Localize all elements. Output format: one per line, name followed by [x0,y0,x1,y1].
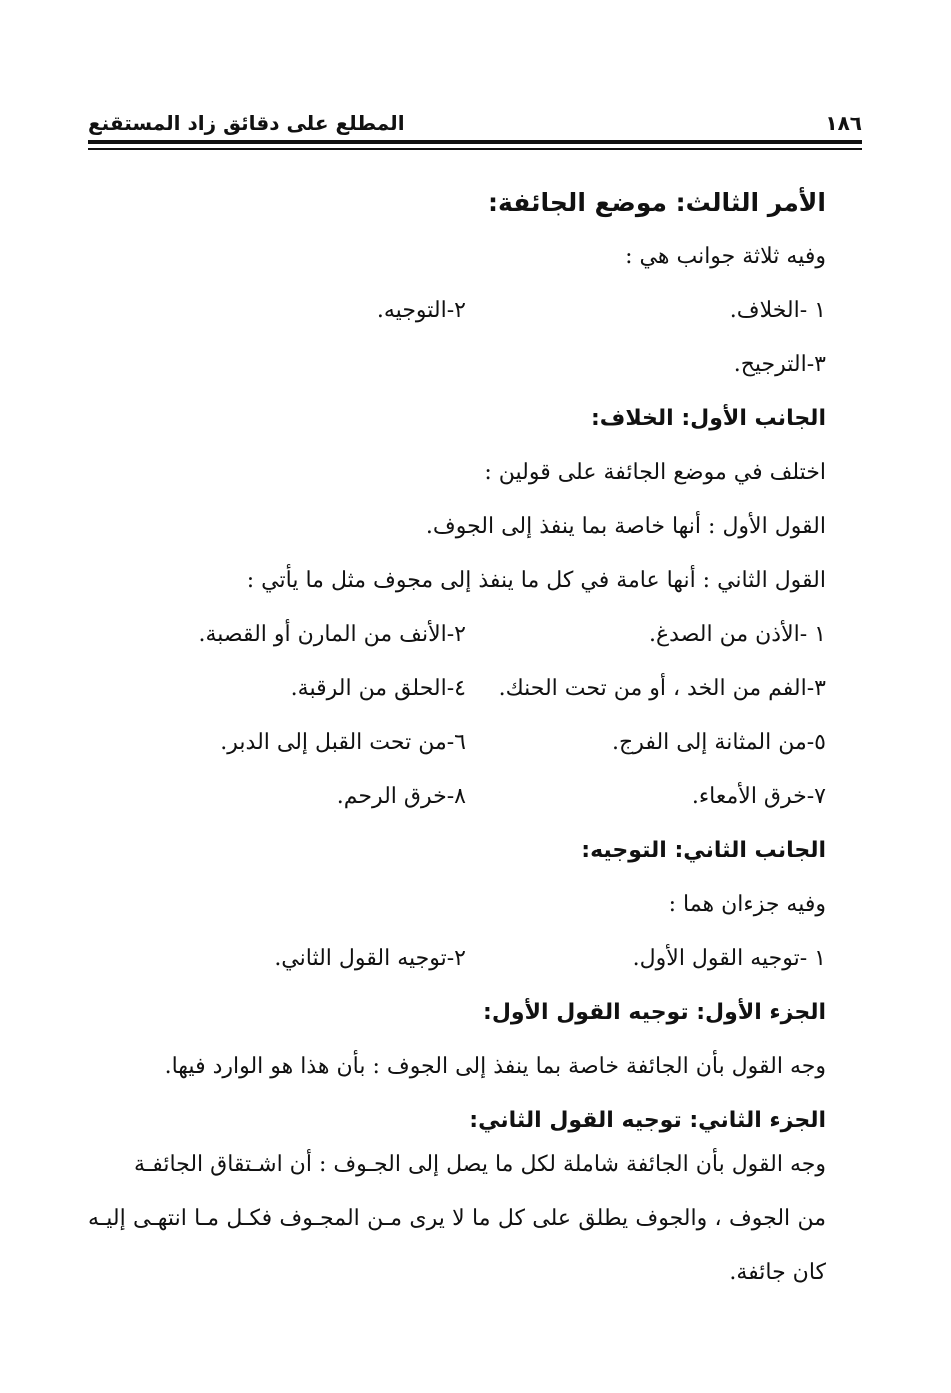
aspects-row-1 [88,284,826,338]
part1-heading: الجزء الأول: توجيه القول الأول: [483,1000,826,1025]
page-content [88,176,826,1148]
header-rule-thick [88,140,862,144]
places-row-2 [88,662,826,716]
part2-text-rest: من الجوف ، والجوف يطلق على كل ما لا يرى مـن المجـوف فكـل مـا انتهـى إليـه كان جائفة. [88,1206,826,1285]
parts-row [88,932,826,986]
page-number: ١٨٦ [825,111,862,135]
place-item: ٧-خرق الأمعاء. [691,784,826,809]
main-heading: الأمر الثالث: موضع الجائفة: [487,188,826,217]
section1-intro: اختلف في موضع الجائفة على قولين : [484,460,826,485]
aspect-preference: ٣-الترجيح. [733,352,826,377]
header-rule-thin [88,148,862,150]
places-row-4 [88,770,826,824]
place-item: ٨-خرق الرحم. [336,784,466,809]
place-item: ٢-الأنف من المارن أو القصبة. [198,622,466,647]
part-item: ٢-توجيه القول الثاني. [274,946,466,971]
intro-text: وفيه ثلاثة جوانب هي : [625,244,826,269]
book-title: المطلع على دقائق زاد المستقنع [88,111,405,135]
part2-text-line1: وجه القول بأن الجائفة شاملة لكل ما يصل إلى الجـوف : أن اشـتقاق الجائفـة [133,1152,826,1177]
part1-text: وجه القول بأن الجائفة خاصة بما ينفذ إلى الجوف : بأن هذا هو الوارد فيها. [164,1054,826,1079]
places-row-1 [88,608,826,662]
section1-heading: الجانب الأول: الخلاف: [591,406,826,431]
place-item: ٥-من المثانة إلى الفرج. [612,730,826,755]
part2-paragraph [88,1138,826,1300]
place-item: ٤-الحلق من الرقبة. [290,676,466,701]
running-header [88,108,862,138]
first-opinion: القول الأول : أنها خاصة بما ينفذ إلى الجوف. [425,514,826,539]
section2-heading: الجانب الثاني: التوجيه: [581,838,826,863]
section2-intro: وفيه جزءان هما : [668,892,826,917]
second-opinion: القول الثاني : أنها عامة في كل ما ينفذ إلى مجوف مثل ما يأتي : [246,568,826,593]
aspect-disagreement: ١ -الخلاف. [729,298,826,323]
part-item: ١ -توجيه القول الأول. [632,946,826,971]
place-item: ٣-الفم من الخد ، أو من تحت الحنك. [498,676,826,701]
places-row-3 [88,716,826,770]
place-item: ١ -الأذن من الصدغ. [649,622,826,647]
place-item: ٦-من تحت القبل إلى الدبر. [220,730,466,755]
aspect-justification: ٢-التوجيه. [376,298,466,323]
part2-heading: الجزء الثاني: توجيه القول الثاني: [469,1108,826,1133]
